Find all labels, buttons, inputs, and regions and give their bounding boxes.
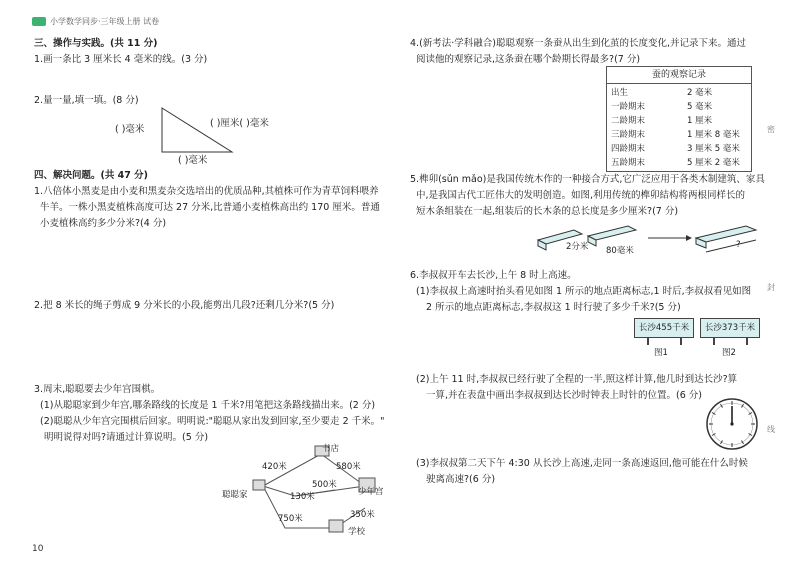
map-dist-500: 500米 xyxy=(312,480,337,490)
map-dist-350: 350米 xyxy=(350,510,375,520)
sign-pole xyxy=(713,337,715,345)
map-school: 学校 xyxy=(348,527,366,537)
figure-1-label: 图1 xyxy=(654,348,668,358)
map-dist-750: 750米 xyxy=(278,514,303,524)
table-row xyxy=(607,127,751,141)
table-cell-stage: 一龄期末 xyxy=(611,102,646,112)
question-1: 1.画一条比 3 厘米长 4 毫米的线。(3 分) xyxy=(34,54,208,65)
table-cell-length: 5 厘米 2 毫米 xyxy=(687,158,740,168)
label-triangle-bottom: ( )毫米 xyxy=(178,155,208,166)
map-youth-palace: 少年宫 xyxy=(358,487,384,497)
distance-sign-1: 长沙455千米 xyxy=(634,318,694,338)
problem-3-line3: (2)聪聪从少年宫完围棋后回家。明明说:"聪聪从家出发到回家,至少要走 2 千米。" xyxy=(40,416,385,427)
question-6-line3: 2 所示的地点距离标志,李叔叔这 1 时行驶了多少千米?(5 分) xyxy=(426,302,681,313)
map-bookstore: 书店 xyxy=(322,444,340,454)
table-cell-length: 2 毫米 xyxy=(687,88,713,98)
map-home: 聪聪家 xyxy=(222,490,248,500)
figure-2-label: 图2 xyxy=(722,348,736,358)
page-number: 10 xyxy=(32,544,44,554)
sign-pole xyxy=(680,337,682,345)
triangle-figure xyxy=(150,106,240,156)
problem-1-line2: 牛羊。一株小黑麦植株高度可达 27 分米,比普通小麦植株高出约 170 厘米。普通 xyxy=(40,202,380,213)
question-6-part3-line1: (3)李叔叔第二天下午 4:30 从长沙上高速,走同一条高速返回,他可能在什么时候 xyxy=(416,458,748,469)
question-4-line2: 阅读他的观察记录,这条蚕在哪个龄期长得最多?(7 分) xyxy=(416,54,641,65)
table-cell-length: 5 毫米 xyxy=(687,102,713,112)
table-row xyxy=(607,141,751,155)
map-dist-580: 580米 xyxy=(336,462,361,472)
publisher-logo xyxy=(32,17,46,26)
table-cell-stage: 五龄期末 xyxy=(611,158,646,168)
sign-pole xyxy=(746,337,748,345)
question-6-line2: (1)李叔叔上高速时抬头看见如图 1 所示的地点距离标志,1 时后,李叔叔看见如图 xyxy=(416,286,752,297)
clock-face[interactable] xyxy=(704,396,760,452)
sign-pole xyxy=(647,337,649,345)
table-cell-stage: 四龄期末 xyxy=(611,144,646,154)
question-5-line1: 5.榫卯(sǔn mǎo)是我国传统木作的一种接合方式,它广泛应用于各类木制建筑、家具 xyxy=(410,174,765,185)
binding-mark-2: 封 xyxy=(767,283,775,292)
table-row xyxy=(607,85,751,99)
problem-1-line1: 1.八倍体小黑麦是由小麦和黑麦杂交选培出的优质品种,其植株可作为青草饲料喂养 xyxy=(34,186,379,197)
map-dist-420: 420米 xyxy=(262,462,287,472)
question-6-line1: 6.李叔叔开车去长沙,上午 8 时上高速。 xyxy=(410,270,577,281)
silkworm-table xyxy=(606,66,752,172)
question-6-part3-line2: 驶离高速?(6 分) xyxy=(426,474,496,485)
distance-sign-2: 长沙373千米 xyxy=(700,318,760,338)
table-cell-stage: 三龄期末 xyxy=(611,130,646,140)
table-cell-length: 1 厘米 8 毫米 xyxy=(687,130,740,140)
table-cell-stage: 出生 xyxy=(611,88,629,98)
question-5-line2: 中,是我国古代工匠伟大的发明创造。如图,利用传统的榫卯結构将两根同样长的 xyxy=(416,190,746,201)
label-triangle-hyp: ( )厘米( )毫米 xyxy=(210,118,269,129)
map-dist-130: 130米 xyxy=(290,492,315,502)
question-4-line1: 4.(新考法·学科融合)聪聪观察一条蚕从出生到化茧的长度变化,并记录下来。通过 xyxy=(410,38,747,49)
label-2dm: 2分米 xyxy=(566,242,589,252)
table-cell-stage: 二龄期末 xyxy=(611,116,646,126)
problem-1-line3: 小麦植株高约多少分米?(4 分) xyxy=(40,218,167,229)
label-triangle-left: ( )毫米 xyxy=(115,124,145,135)
section3-title: 三、操作与实践。(共 11 分) xyxy=(34,38,158,49)
problem-3-line1: 3.周末,聪聪要去少年宫围棋。 xyxy=(34,384,161,395)
table-cell-length: 3 厘米 5 毫米 xyxy=(687,144,740,154)
table-row xyxy=(607,155,751,169)
binding-mark-3: 线 xyxy=(767,425,775,434)
label-question-mark: ? xyxy=(736,240,741,250)
table-cell-length: 1 厘米 xyxy=(687,116,713,126)
section4-title: 四、解决问题。(共 47 分) xyxy=(34,170,149,181)
problem-3-line4: 明明说得对吗?请通过计算说明。(5 分) xyxy=(44,432,209,443)
question-2: 2.量一量,填一填。(8 分) xyxy=(34,95,139,106)
label-80mm: 80毫米 xyxy=(606,246,634,256)
header-text: 小学数学同步·三年级上册 试卷 xyxy=(50,17,160,26)
question-5-line3: 短木条组装在一起,组装后的长木条的总长度是多少厘米?(7 分) xyxy=(416,206,679,217)
page-header xyxy=(30,14,360,30)
table-row xyxy=(607,99,751,113)
problem-3-line2: (1)从聪聪家到少年宫,哪条路线的长度是 1 千米?用笔把这条路线描出来。(2 分) xyxy=(40,400,376,411)
table-title: 蚕的观察记录 xyxy=(607,67,751,84)
question-6-part2-line1: (2)上午 11 时,李叔叔已经行驶了全程的一半,照这样计算,他几时到达长沙?算 xyxy=(416,374,738,385)
problem-2: 2.把 8 米长的绳子剪成 9 分米长的小段,能剪出几段?还剩几分米?(5 分) xyxy=(34,300,335,311)
question-6-part2-line2: 一算,并在表盘中画出李叔叔到达长沙时钟表上时针的位置。(6 分) xyxy=(426,390,702,401)
binding-mark-1: 密 xyxy=(767,125,775,134)
table-row xyxy=(607,113,751,127)
